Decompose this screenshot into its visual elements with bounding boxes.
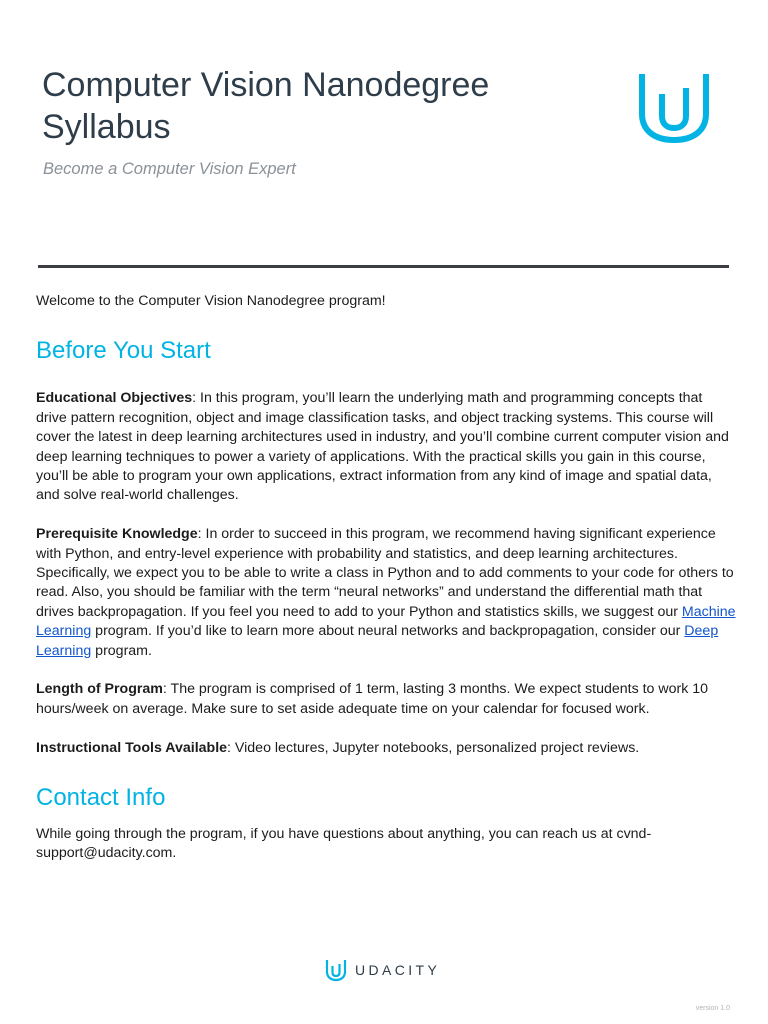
- document-title: [42, 64, 602, 148]
- instructional-tools-label: Instructional Tools Available: [36, 739, 228, 756]
- document-subtitle: Become a Computer Vision Expert: [43, 160, 296, 178]
- length-of-program-label: Length of Program: [36, 681, 163, 698]
- length-of-program-paragraph: [36, 680, 736, 719]
- machine-learning-link[interactable]: Machine Learning: [36, 603, 736, 640]
- contact-info-text: While going through the program, if you have questions about anything, you can reach us at cvnd-support@udacity.com.: [36, 826, 652, 862]
- educational-objectives-text: : In this program, you’ll learn the underlying math and programming concepts that drive pattern recognition, object and image classification tasks, and object tracking systems. This course will cover the latest in deep learning architectures used in industry, and you’ll combine current computer vision and deep learning techniques to power a variety of applications. With the practical skills you gain in this course, you’ll be able to program your own applications, extract information from any kind of image and spatial data, and solve real-world challenges.: [36, 390, 729, 504]
- before-you-start-heading: Before You Start: [36, 337, 211, 365]
- udacity-logo-icon: [636, 68, 712, 146]
- length-of-program-text: : The program is comprised of 1 term, lasting 3 months. We expect students to work 10 hours/week on average. Make sure to set aside adequate time on your calendar for focused work.: [36, 681, 709, 717]
- prerequisite-knowledge-label: Prerequisite Knowledge: [36, 526, 198, 543]
- educational-objectives-label: Educational Objectives: [36, 390, 193, 407]
- prerequisite-knowledge-text-3: program.: [91, 642, 152, 659]
- udacity-logo-icon: [325, 958, 347, 982]
- footer-brand-name: UDACITY: [355, 962, 441, 978]
- document-body: [36, 292, 736, 864]
- prerequisite-knowledge-text-2: program. If you’d like to learn more about neural networks and backpropagation, consider our: [91, 623, 685, 640]
- header-divider: [38, 265, 729, 268]
- title-line-2: Syllabus: [42, 108, 171, 146]
- educational-objectives-paragraph: [36, 389, 736, 505]
- deep-learning-link[interactable]: Deep Learning: [36, 623, 719, 659]
- prerequisite-knowledge-paragraph: [36, 525, 736, 661]
- contact-info-heading: Contact Info: [36, 784, 166, 812]
- footer-brand: [325, 958, 440, 982]
- prerequisite-knowledge-text-1: : In order to succeed in this program, we recommend having significant experience with Python, and entry-level experience with probability and statistics, and deep learning architectures. Specifically, we expect you to be able to write a class in Python and to add comments to your code for others to read. Also, you should be familiar with the term “neural networks” and understand the differential math that drives backpropagation. If you feel you need to add to your Python and statistics skills, we suggest our: [36, 526, 734, 620]
- version-label: version 1.0: [695, 1005, 730, 1012]
- welcome-text: Welcome to the Computer Vision Nanodegree program!: [36, 293, 386, 309]
- instructional-tools-paragraph: [36, 739, 736, 758]
- instructional-tools-text: : Video lectures, Jupyter notebooks, personalized project reviews.: [227, 739, 640, 756]
- title-line-1: Computer Vision Nanodegree: [42, 66, 490, 104]
